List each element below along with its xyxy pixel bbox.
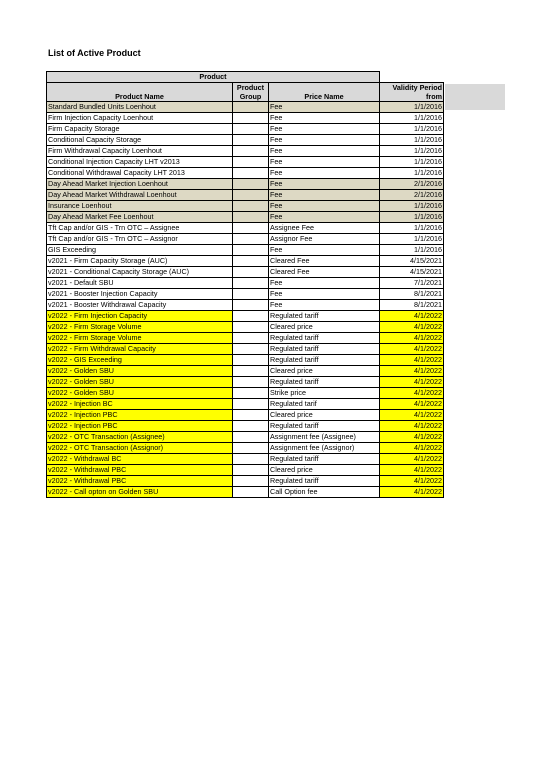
table-row bbox=[47, 267, 444, 278]
product-name-cell: Firm Injection Capacity Loenhout bbox=[47, 113, 233, 124]
table-row bbox=[47, 135, 444, 146]
table-row bbox=[47, 333, 444, 344]
product-name-cell: v2022 - Call opton on Golden SBU bbox=[47, 487, 233, 498]
price-name-cell: Fee bbox=[269, 135, 380, 146]
product-name-cell: v2022 - Withdrawal BC bbox=[47, 454, 233, 465]
product-group-cell bbox=[233, 355, 269, 366]
table-row bbox=[47, 190, 444, 201]
price-name-cell: Regulated tariff bbox=[269, 311, 380, 322]
table-row bbox=[47, 278, 444, 289]
product-name-cell: Conditional Capacity Storage bbox=[47, 135, 233, 146]
product-name-cell: v2022 - Injection BC bbox=[47, 399, 233, 410]
validity-date-cell: 4/15/2021 bbox=[380, 256, 444, 267]
table-row bbox=[47, 245, 444, 256]
product-group-cell bbox=[233, 487, 269, 498]
product-name-cell: v2022 - Withdrawal PBC bbox=[47, 465, 233, 476]
product-name-cell: v2022 - Injection PBC bbox=[47, 410, 233, 421]
product-group-cell bbox=[233, 135, 269, 146]
table-row bbox=[47, 124, 444, 135]
table-row bbox=[47, 454, 444, 465]
table-row bbox=[47, 377, 444, 388]
product-group-line1: Product bbox=[236, 83, 265, 92]
product-name-cell: v2022 - Firm Storage Volume bbox=[47, 333, 233, 344]
table-row bbox=[47, 421, 444, 432]
product-group-cell bbox=[233, 322, 269, 333]
product-group-cell bbox=[233, 454, 269, 465]
price-name-cell: Fee bbox=[269, 113, 380, 124]
table-row bbox=[47, 366, 444, 377]
table-row bbox=[47, 476, 444, 487]
table-row bbox=[47, 168, 444, 179]
price-name-cell: Fee bbox=[269, 278, 380, 289]
product-group-cell bbox=[233, 201, 269, 212]
product-name-cell: Tft Cap and/or GIS - Trn OTC – Assignee bbox=[47, 223, 233, 234]
validity-date-cell: 1/1/2016 bbox=[380, 168, 444, 179]
validity-date-cell: 1/1/2016 bbox=[380, 146, 444, 157]
product-group-cell bbox=[233, 179, 269, 190]
table-row bbox=[47, 432, 444, 443]
column-header-validity bbox=[380, 83, 444, 102]
validity-date-cell: 1/1/2016 bbox=[380, 245, 444, 256]
product-group-cell bbox=[233, 366, 269, 377]
validity-date-cell: 4/1/2022 bbox=[380, 333, 444, 344]
validity-date-cell: 4/1/2022 bbox=[380, 311, 444, 322]
product-name-cell: Insurance Loenhout bbox=[47, 201, 233, 212]
page-title: List of Active Product bbox=[48, 48, 141, 58]
validity-date-cell: 1/1/2016 bbox=[380, 157, 444, 168]
price-name-cell: Regulated tariff bbox=[269, 377, 380, 388]
product-name-cell: v2022 - Firm Storage Volume bbox=[47, 322, 233, 333]
product-name-cell: v2022 - Injection PBC bbox=[47, 421, 233, 432]
validity-date-cell: 4/1/2022 bbox=[380, 476, 444, 487]
table-row bbox=[47, 212, 444, 223]
validity-date-cell: 4/1/2022 bbox=[380, 388, 444, 399]
validity-date-cell: 1/1/2016 bbox=[380, 113, 444, 124]
product-name-cell: v2021 - Firm Capacity Storage (AUC) bbox=[47, 256, 233, 267]
product-name-cell: v2022 - Golden SBU bbox=[47, 388, 233, 399]
table-column-header-row bbox=[47, 83, 444, 102]
price-name-cell: Fee bbox=[269, 190, 380, 201]
product-group-cell bbox=[233, 377, 269, 388]
product-group-cell bbox=[233, 421, 269, 432]
price-name-cell: Call Option fee bbox=[269, 487, 380, 498]
validity-date-cell: 8/1/2021 bbox=[380, 289, 444, 300]
price-name-cell: Fee bbox=[269, 146, 380, 157]
column-header-product-group bbox=[233, 83, 269, 102]
validity-date-cell: 4/1/2022 bbox=[380, 465, 444, 476]
table-row bbox=[47, 399, 444, 410]
table-body bbox=[47, 102, 444, 498]
product-group-cell bbox=[233, 443, 269, 454]
product-group-cell bbox=[233, 432, 269, 443]
price-name-cell: Cleared price bbox=[269, 366, 380, 377]
validity-date-cell: 4/15/2021 bbox=[380, 267, 444, 278]
product-name-cell: v2022 - GIS Exceeding bbox=[47, 355, 233, 366]
table-row bbox=[47, 113, 444, 124]
price-name-cell: Regulated tariff bbox=[269, 344, 380, 355]
validity-date-cell: 1/1/2016 bbox=[380, 102, 444, 113]
table-row bbox=[47, 146, 444, 157]
validity-date-cell: 7/1/2021 bbox=[380, 278, 444, 289]
product-group-cell bbox=[233, 278, 269, 289]
price-name-cell: Assignment fee (Assignor) bbox=[269, 443, 380, 454]
validity-date-cell: 8/1/2021 bbox=[380, 300, 444, 311]
product-group-cell bbox=[233, 168, 269, 179]
validity-date-cell: 4/1/2022 bbox=[380, 454, 444, 465]
blank-header-cell bbox=[380, 72, 444, 83]
table-row bbox=[47, 289, 444, 300]
validity-line2: from bbox=[426, 92, 442, 101]
product-name-cell: Day Ahead Market Injection Loenhout bbox=[47, 179, 233, 190]
table-row bbox=[47, 487, 444, 498]
price-name-cell: Assignment fee (Assignee) bbox=[269, 432, 380, 443]
table-row bbox=[47, 256, 444, 267]
product-name-cell: v2022 - Golden SBU bbox=[47, 377, 233, 388]
product-name-cell: v2022 - Firm Injection Capacity bbox=[47, 311, 233, 322]
column-header-price-name: Price Name bbox=[269, 83, 380, 102]
table-row bbox=[47, 465, 444, 476]
table-row bbox=[47, 157, 444, 168]
price-name-cell: Regulated tariff bbox=[269, 454, 380, 465]
price-name-cell: Fee bbox=[269, 212, 380, 223]
product-group-cell bbox=[233, 102, 269, 113]
table-row bbox=[47, 410, 444, 421]
product-group-cell bbox=[233, 157, 269, 168]
product-name-cell: GIS Exceeding bbox=[47, 245, 233, 256]
product-name-cell: v2021 - Booster Injection Capacity bbox=[47, 289, 233, 300]
validity-date-cell: 4/1/2022 bbox=[380, 421, 444, 432]
validity-date-cell: 1/1/2016 bbox=[380, 135, 444, 146]
table-row bbox=[47, 322, 444, 333]
product-name-cell: Standard Bundled Units Loenhout bbox=[47, 102, 233, 113]
price-name-cell: Fee bbox=[269, 179, 380, 190]
product-group-cell bbox=[233, 234, 269, 245]
validity-date-cell: 4/1/2022 bbox=[380, 410, 444, 421]
validity-date-cell: 4/1/2022 bbox=[380, 322, 444, 333]
price-name-cell: Regulated tariff bbox=[269, 333, 380, 344]
table-row bbox=[47, 234, 444, 245]
price-name-cell: Assignee Fee bbox=[269, 223, 380, 234]
header-shading-block bbox=[445, 84, 505, 110]
table-row bbox=[47, 179, 444, 190]
table-row bbox=[47, 443, 444, 454]
product-group-cell bbox=[233, 410, 269, 421]
product-group-cell bbox=[233, 399, 269, 410]
validity-date-cell: 2/1/2016 bbox=[380, 179, 444, 190]
validity-date-cell: 1/1/2016 bbox=[380, 234, 444, 245]
price-name-cell: Cleared price bbox=[269, 322, 380, 333]
product-name-cell: Conditional Injection Capacity LHT v2013 bbox=[47, 157, 233, 168]
price-name-cell: Cleared price bbox=[269, 410, 380, 421]
validity-date-cell: 2/1/2016 bbox=[380, 190, 444, 201]
product-group-cell bbox=[233, 190, 269, 201]
column-header-product-name: Product Name bbox=[47, 83, 233, 102]
validity-date-cell: 1/1/2016 bbox=[380, 201, 444, 212]
price-name-cell: Cleared Fee bbox=[269, 267, 380, 278]
product-group-cell bbox=[233, 124, 269, 135]
validity-date-cell: 4/1/2022 bbox=[380, 399, 444, 410]
price-name-cell: Fee bbox=[269, 201, 380, 212]
product-group-cell bbox=[233, 256, 269, 267]
price-name-cell: Regulated tariff bbox=[269, 421, 380, 432]
product-name-cell: Day Ahead Market Withdrawal Loenhout bbox=[47, 190, 233, 201]
table-group-header-row bbox=[47, 72, 444, 83]
price-name-cell: Strike price bbox=[269, 388, 380, 399]
product-name-cell: Firm Withdrawal Capacity Loenhout bbox=[47, 146, 233, 157]
validity-date-cell: 4/1/2022 bbox=[380, 487, 444, 498]
price-name-cell: Regulated tarif bbox=[269, 399, 380, 410]
validity-date-cell: 4/1/2022 bbox=[380, 366, 444, 377]
product-name-cell: v2021 - Conditional Capacity Storage (AUC) bbox=[47, 267, 233, 278]
table-row bbox=[47, 201, 444, 212]
table-row bbox=[47, 223, 444, 234]
product-name-cell: v2022 - Golden SBU bbox=[47, 366, 233, 377]
product-group-cell bbox=[233, 300, 269, 311]
product-group-cell bbox=[233, 388, 269, 399]
price-name-cell: Assignor Fee bbox=[269, 234, 380, 245]
active-products-table bbox=[46, 71, 444, 498]
product-group-cell bbox=[233, 476, 269, 487]
product-group-cell bbox=[233, 267, 269, 278]
price-name-cell: Fee bbox=[269, 300, 380, 311]
table-row bbox=[47, 311, 444, 322]
product-name-cell: v2022 - Withdrawal PBC bbox=[47, 476, 233, 487]
product-group-cell bbox=[233, 223, 269, 234]
price-name-cell: Cleared Fee bbox=[269, 256, 380, 267]
price-name-cell: Fee bbox=[269, 102, 380, 113]
product-name-cell: Day Ahead Market Fee Loenhout bbox=[47, 212, 233, 223]
table-row bbox=[47, 300, 444, 311]
price-name-cell: Cleared price bbox=[269, 465, 380, 476]
product-name-cell: Tft Cap and/or GIS - Trn OTC – Assignor bbox=[47, 234, 233, 245]
product-group-cell bbox=[233, 465, 269, 476]
price-name-cell: Fee bbox=[269, 289, 380, 300]
product-group-line2: Group bbox=[239, 92, 262, 101]
price-name-cell: Regulated tariff bbox=[269, 355, 380, 366]
product-name-cell: v2021 - Default SBU bbox=[47, 278, 233, 289]
validity-date-cell: 4/1/2022 bbox=[380, 355, 444, 366]
product-group-cell bbox=[233, 344, 269, 355]
table-row bbox=[47, 102, 444, 113]
validity-date-cell: 1/1/2016 bbox=[380, 124, 444, 135]
product-name-cell: v2022 - OTC Transaction (Assignee) bbox=[47, 432, 233, 443]
product-name-cell: Conditional Withdrawal Capacity LHT 2013 bbox=[47, 168, 233, 179]
product-group-cell bbox=[233, 113, 269, 124]
product-name-cell: Firm Capacity Storage bbox=[47, 124, 233, 135]
product-name-cell: v2022 - Firm Withdrawal Capacity bbox=[47, 344, 233, 355]
validity-date-cell: 4/1/2022 bbox=[380, 432, 444, 443]
price-name-cell: Fee bbox=[269, 157, 380, 168]
product-group-cell bbox=[233, 333, 269, 344]
product-group-cell bbox=[233, 245, 269, 256]
product-group-cell bbox=[233, 212, 269, 223]
product-group-cell bbox=[233, 289, 269, 300]
product-group-cell bbox=[233, 146, 269, 157]
table-row bbox=[47, 355, 444, 366]
price-name-cell: Fee bbox=[269, 245, 380, 256]
validity-date-cell: 4/1/2022 bbox=[380, 443, 444, 454]
validity-date-cell: 4/1/2022 bbox=[380, 344, 444, 355]
table-row bbox=[47, 388, 444, 399]
price-name-cell: Fee bbox=[269, 124, 380, 135]
price-name-cell: Fee bbox=[269, 168, 380, 179]
validity-date-cell: 1/1/2016 bbox=[380, 212, 444, 223]
product-name-cell: v2021 - Booster Withdrawal Capacity bbox=[47, 300, 233, 311]
table-row bbox=[47, 344, 444, 355]
product-group-cell bbox=[233, 311, 269, 322]
validity-date-cell: 1/1/2016 bbox=[380, 223, 444, 234]
product-name-cell: v2022 - OTC Transaction (Assignor) bbox=[47, 443, 233, 454]
validity-line1: Validity Period bbox=[392, 83, 442, 92]
price-name-cell: Regulated tariff bbox=[269, 476, 380, 487]
product-group-header: Product bbox=[47, 72, 380, 83]
validity-date-cell: 4/1/2022 bbox=[380, 377, 444, 388]
